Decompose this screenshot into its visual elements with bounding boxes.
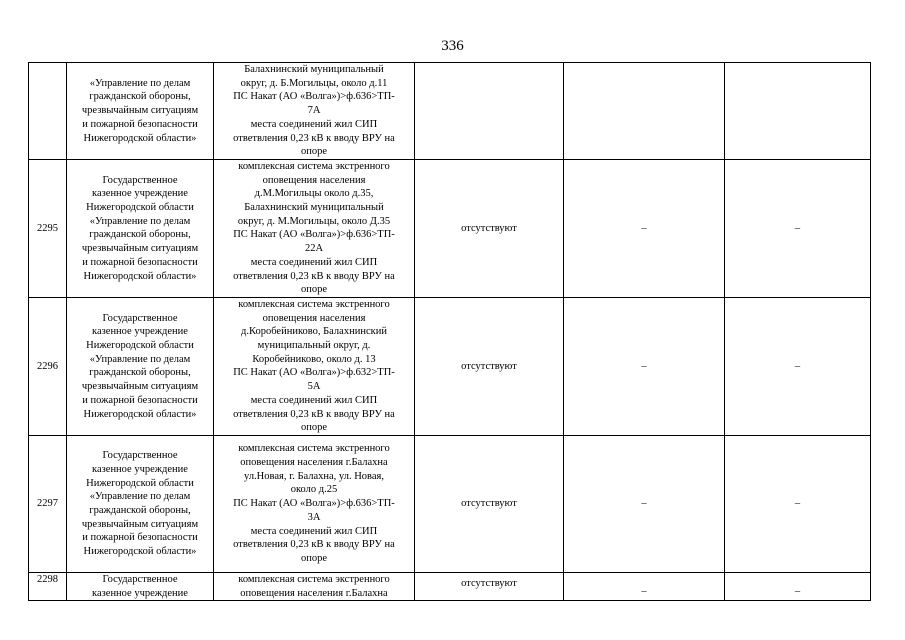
row-number-cell: 2297 bbox=[29, 435, 67, 572]
column-6-cell: – bbox=[725, 159, 871, 297]
location-cell: комплексная система экстренного оповещения населения г.Балахна bbox=[214, 572, 415, 600]
owner-cell: Государственное казенное учреждение Нижегородской области «Управление по делам гражданской обороны, чрезвычайным ситуациям и пожарной безопасности Нижегородской области» bbox=[67, 435, 214, 572]
table-row bbox=[29, 297, 871, 435]
column-6-cell bbox=[725, 63, 871, 160]
encumbrance-cell: отсутствуют bbox=[415, 159, 564, 297]
location-cell: комплексная система экстренного оповещения населения г.Балахна ул.Новая, г. Балахна, ул. Новая, около д.25 ПС Накат (АО «Волга»)>ф.636>ТП- 3А места соединений жил СИП ответвления 0,23 кВ к вводу ВРУ на опоре bbox=[214, 435, 415, 572]
registry-table bbox=[28, 62, 871, 601]
table-row bbox=[29, 159, 871, 297]
owner-cell: Государственное казенное учреждение Нижегородской области «Управление по делам гражданской обороны, чрезвычайным ситуациям и пожарной безопасности Нижегородской области» bbox=[67, 297, 214, 435]
column-5-cell: – bbox=[564, 572, 725, 600]
owner-cell: Государственное казенное учреждение bbox=[67, 572, 214, 600]
row-number-cell: 2298 bbox=[29, 572, 67, 600]
row-number-cell bbox=[29, 63, 67, 160]
encumbrance-cell: отсутствуют bbox=[415, 297, 564, 435]
location-cell: комплексная система экстренного оповещения населения д.М.Могильцы около д.35, Балахнинский муниципальный округ, д. М.Могильцы, около Д.35 ПС Накат (АО «Волга»)>ф.636>ТП- 22А места соединений жил СИП ответвления 0,23 кВ к вводу ВРУ на опоре bbox=[214, 159, 415, 297]
column-5-cell: – bbox=[564, 435, 725, 572]
column-5-cell: – bbox=[564, 297, 725, 435]
encumbrance-cell bbox=[415, 63, 564, 160]
table-row bbox=[29, 435, 871, 572]
column-5-cell bbox=[564, 63, 725, 160]
location-cell: комплексная система экстренного оповещения населения д.Коробейниково, Балахнинский муниципальный округ, д. Коробейниково, около д. 13 ПС Накат (АО «Волга»)>ф.632>ТП- 5А места соединений жил СИП ответвления 0,23 кВ к вводу ВРУ на опоре bbox=[214, 297, 415, 435]
table-row bbox=[29, 63, 871, 160]
column-6-cell: – bbox=[725, 572, 871, 600]
page-number: 336 bbox=[441, 38, 464, 54]
owner-cell: «Управление по делам гражданской обороны, чрезвычайным ситуациям и пожарной безопасности Нижегородской области» bbox=[67, 63, 214, 160]
table-row bbox=[29, 572, 871, 600]
owner-cell: Государственное казенное учреждение Нижегородской области «Управление по делам гражданской обороны, чрезвычайным ситуациям и пожарной безопасности Нижегородской области» bbox=[67, 159, 214, 297]
location-cell: Балахнинский муниципальный округ, д. Б.Могильцы, около д.11 ПС Накат (АО «Волга»)>ф.636>ТП- 7А места соединений жил СИП ответвления 0,23 кВ к вводу ВРУ на опоре bbox=[214, 63, 415, 160]
encumbrance-cell: отсутствуют bbox=[415, 435, 564, 572]
column-6-cell: – bbox=[725, 297, 871, 435]
column-5-cell: – bbox=[564, 159, 725, 297]
row-number-cell: 2296 bbox=[29, 297, 67, 435]
column-6-cell: – bbox=[725, 435, 871, 572]
row-number-cell: 2295 bbox=[29, 159, 67, 297]
encumbrance-cell: отсутствуют bbox=[415, 572, 564, 600]
